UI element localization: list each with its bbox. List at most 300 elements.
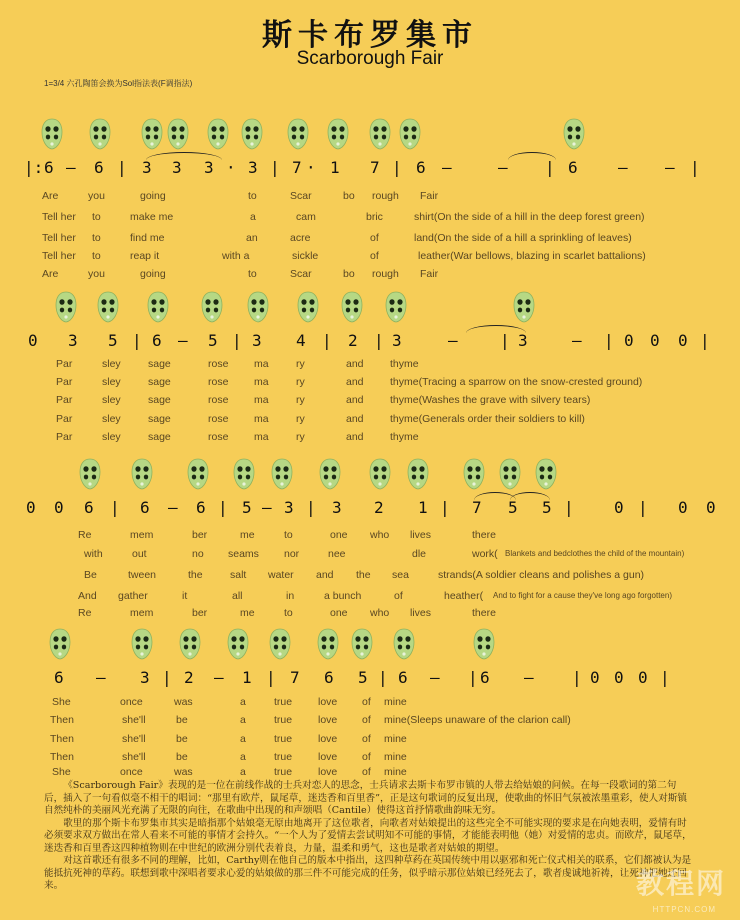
notation-line xyxy=(0,668,740,692)
lyric-word: and xyxy=(346,376,364,388)
lyric-translation: And to fight for a cause they've long ago forgotten) xyxy=(493,591,672,600)
ocarina-fingering-icon xyxy=(240,118,264,150)
notation-line xyxy=(0,498,740,522)
note: 0 xyxy=(28,331,38,350)
lyric-word: rose xyxy=(208,431,229,443)
ocarina-fingering-icon xyxy=(130,458,154,490)
ocarina-fingering-icon xyxy=(48,628,72,660)
lyric-word: Are xyxy=(42,268,59,280)
lyric-word: Tell her xyxy=(42,250,76,262)
lyric-word: Re xyxy=(78,607,92,619)
note: · xyxy=(306,158,316,177)
notation-line xyxy=(0,331,740,355)
ocarina-fingering-icon xyxy=(562,118,586,150)
lyric-word: rose xyxy=(208,394,229,406)
lyric-word: rose xyxy=(208,413,229,425)
lyric-word: love xyxy=(318,766,338,778)
lyric-word: of xyxy=(370,250,379,262)
ocarina-fingering-icon xyxy=(96,291,120,323)
lyric-word: ry xyxy=(296,413,305,425)
ocarina-fingering-icon xyxy=(246,291,270,323)
note: 3 xyxy=(248,158,258,177)
lyric-line xyxy=(0,358,740,372)
lyric-word: mine xyxy=(384,751,407,763)
note: 0 xyxy=(614,668,624,687)
bar-line: | xyxy=(162,668,172,687)
slur-mark xyxy=(510,492,550,500)
song-title-english: Scarborough Fair xyxy=(296,48,444,69)
lyric-word: mine(Sleeps unaware of the clarion call) xyxy=(384,714,571,726)
lyric-word: a xyxy=(250,211,256,223)
note: 6 xyxy=(416,158,426,177)
note: 5 xyxy=(242,498,252,517)
lyric-word: shirt(On the side of a hill in the deep forest green) xyxy=(414,211,645,223)
ocarina-fingering-icon xyxy=(226,628,250,660)
lyric-word: ry xyxy=(296,376,305,388)
lyric-word: and xyxy=(346,413,364,425)
note: 0 xyxy=(678,498,688,517)
ocarina-fingering-icon xyxy=(78,458,102,490)
notation-line xyxy=(0,158,740,182)
lyric-line xyxy=(0,766,740,780)
bar-line: | xyxy=(270,158,280,177)
lyric-word: Tell her xyxy=(42,232,76,244)
note: 2 xyxy=(184,668,194,687)
lyric-word: of xyxy=(394,590,403,602)
lyric-word: mine xyxy=(384,733,407,745)
lyric-word: no xyxy=(192,548,204,560)
bar-line: | xyxy=(378,668,388,687)
lyric-word: seams xyxy=(228,548,259,560)
lyric-word: ber xyxy=(192,529,208,541)
lyric-word: ma xyxy=(254,431,269,443)
description-paragraph: 对这首歌还有很多不同的理解，比如，Carthy则在他自己的版本中指出，这四种草药在英国传统中用以驱邪和死亡仪式相关的联系，它们都被认为是能抵抗死神的草药。联想到歌中深唱者要求心爱的姑娘做的那三件不可能完成的任务，似乎暗示那位姑娘已经死去了，歌者虔诚地祈祷，让死神把她还回来。 xyxy=(44,855,692,891)
lyric-line xyxy=(0,394,740,408)
lyric-word: of xyxy=(370,232,379,244)
lyric-word: once xyxy=(120,696,143,708)
lyric-word: to xyxy=(92,250,101,262)
note: 5 xyxy=(358,668,368,687)
note: 0 xyxy=(650,331,660,350)
lyric-word: rough xyxy=(372,190,399,202)
bar-line: | xyxy=(322,331,332,350)
lyric-word: thyme(Washes the grave with silvery tears) xyxy=(390,394,591,406)
lyric-word: the xyxy=(356,569,371,581)
lyric-word: true xyxy=(274,714,293,726)
ocarina-fingering-icon xyxy=(140,118,164,150)
bar-line: | xyxy=(545,158,555,177)
note: 6 xyxy=(140,498,150,517)
lyric-word: Scar xyxy=(290,190,312,202)
lyric-word: with xyxy=(84,548,103,560)
bar-line: | xyxy=(690,158,700,177)
lyric-line xyxy=(0,413,740,427)
lyric-word: be xyxy=(176,714,188,726)
note: 7 xyxy=(292,158,302,177)
lyric-word: of xyxy=(362,751,371,763)
lyric-word: She xyxy=(52,696,71,708)
lyric-word: rose xyxy=(208,358,229,370)
ocarina-fingering-icon xyxy=(40,118,64,150)
note: · xyxy=(226,158,236,177)
lyric-word: Par xyxy=(56,358,73,370)
bar-line: | xyxy=(132,331,142,350)
note: 6 xyxy=(324,668,334,687)
note: 3 xyxy=(172,158,182,177)
ocarina-fingering-icon xyxy=(368,458,392,490)
lyric-word: reap it xyxy=(130,250,160,262)
lyric-line xyxy=(0,569,740,583)
lyric-word: a xyxy=(240,733,246,745)
lyric-line xyxy=(0,696,740,710)
note: 6 xyxy=(44,158,54,177)
lyric-word: And xyxy=(78,590,97,602)
bar-line: | xyxy=(440,498,450,517)
lyric-word: love xyxy=(318,733,338,745)
lyric-line xyxy=(0,431,740,445)
ocarina-fingering-icon xyxy=(200,291,224,323)
description-paragraph: 《Scarborough Fair》表现的是一位在前线作战的士兵对恋人的思念，士兵请求去斯卡布罗市镇的人带去给姑娘的问候。在每一段歌词的第二句后，插入了一句看似毫不相干的唱词：“那里有欧芹，鼠尾草，迷迭香和百里香”，正是这句歌词的反复出现，使歌曲的怀旧气氛被浓墨重彩，使人对斯镇自然纯朴的美丽风光充满了无限的向往，在歌曲中出现的和声颂唱（Cantile）使得这首抒情歌曲韵味无穷。 xyxy=(44,780,687,816)
lyric-word: thyme xyxy=(390,358,419,370)
note: 5 xyxy=(508,498,518,517)
bar-line: | xyxy=(468,668,478,687)
lyric-word: to xyxy=(92,211,101,223)
note: — xyxy=(66,158,76,177)
lyric-word: all xyxy=(232,590,243,602)
lyric-word: bric xyxy=(366,211,383,223)
lyric-line xyxy=(0,211,740,225)
lyric-translation: Blankets and bedclothes the child of the mountain) xyxy=(505,549,685,558)
lyric-word: to xyxy=(248,190,257,202)
lyric-word: sley xyxy=(102,376,121,388)
lyric-word: thyme(Generals order their soldiers to kill) xyxy=(390,413,585,425)
note: 3 xyxy=(140,668,150,687)
lyric-word: true xyxy=(274,751,293,763)
note: 7 xyxy=(472,498,482,517)
bar-line: | xyxy=(218,498,228,517)
lyric-word: a bunch xyxy=(324,590,362,602)
note: 0 xyxy=(638,668,648,687)
lyric-word: Par xyxy=(56,413,73,425)
note: 6 xyxy=(152,331,162,350)
lyric-word: in xyxy=(286,590,295,602)
ocarina-fingering-icon xyxy=(166,118,190,150)
lyric-line xyxy=(0,548,740,562)
note: 0 xyxy=(26,498,36,517)
note: — xyxy=(448,331,458,350)
bar-line: | xyxy=(232,331,242,350)
lyric-word: ma xyxy=(254,413,269,425)
lyric-word: Fair xyxy=(420,190,439,202)
lyric-word: mine xyxy=(384,696,407,708)
lyric-word: love xyxy=(318,714,338,726)
note: — xyxy=(442,158,452,177)
lyric-word: nor xyxy=(284,548,300,560)
ocarina-fingering-icon xyxy=(462,458,486,490)
bar-line: | xyxy=(700,331,710,350)
bar-line: |: xyxy=(24,158,44,177)
lyric-word: she'll xyxy=(122,714,146,726)
ocarina-fingering-icon xyxy=(54,291,78,323)
lyric-word: acre xyxy=(290,232,311,244)
note: — xyxy=(524,668,534,687)
lyric-word: you xyxy=(88,190,105,202)
lyric-word: to xyxy=(92,232,101,244)
note: 6 xyxy=(398,668,408,687)
lyric-word: ber xyxy=(192,607,208,619)
lyric-word: she'll xyxy=(122,751,146,763)
note: 3 xyxy=(284,498,294,517)
lyric-word: Par xyxy=(56,394,73,406)
lyric-word: mem xyxy=(130,529,154,541)
lyric-word: Then xyxy=(50,714,74,726)
lyric-word: me xyxy=(240,607,255,619)
lyric-word: an xyxy=(246,232,258,244)
lyric-word: sage xyxy=(148,394,171,406)
lyric-word: gather xyxy=(118,590,148,602)
lyric-line xyxy=(0,733,740,747)
lyric-word: leather(War bellows, blazing in scarlet battalions) xyxy=(418,250,646,262)
ocarina-fingering-icon xyxy=(384,291,408,323)
lyric-word: thyme(Tracing a sparrow on the snow-crested ground) xyxy=(390,376,643,388)
slur-mark xyxy=(508,152,556,160)
note: 5 xyxy=(108,331,118,350)
lyric-word: make me xyxy=(130,211,174,223)
bar-line: | xyxy=(117,158,127,177)
note: 6 xyxy=(480,668,490,687)
ocarina-fingering-icon xyxy=(286,118,310,150)
ocarina-fingering-icon xyxy=(88,118,112,150)
lyric-word: was xyxy=(174,696,193,708)
lyric-word: be xyxy=(176,751,188,763)
lyric-word: once xyxy=(120,766,143,778)
note: 3 xyxy=(142,158,152,177)
lyric-word: Then xyxy=(50,751,74,763)
lyric-word: going xyxy=(140,268,166,280)
watermark-logo: 教程网 xyxy=(635,867,726,900)
lyric-word: water xyxy=(268,569,294,581)
ocarina-fingering-icon xyxy=(392,628,416,660)
bar-line: | xyxy=(604,331,614,350)
lyric-word: sea xyxy=(392,569,409,581)
ocarina-fingering-icon xyxy=(268,628,292,660)
lyric-word: sley xyxy=(102,358,121,370)
lyric-word: of xyxy=(362,766,371,778)
lyric-word: a xyxy=(240,766,246,778)
ocarina-fingering-icon xyxy=(296,291,320,323)
bar-line: | xyxy=(266,668,276,687)
note: — xyxy=(96,668,106,687)
lyric-word: ry xyxy=(296,358,305,370)
lyric-word: ry xyxy=(296,431,305,443)
lyric-word: nee xyxy=(328,548,346,560)
lyric-line xyxy=(0,529,740,543)
lyric-word: bo xyxy=(343,190,355,202)
lyric-word: rose xyxy=(208,376,229,388)
lyric-word: she'll xyxy=(122,733,146,745)
note: 0 xyxy=(678,331,688,350)
bar-line: | xyxy=(374,331,384,350)
slur-mark xyxy=(466,325,526,333)
bar-line: | xyxy=(564,498,574,517)
ocarina-fingering-icon xyxy=(326,118,350,150)
ocarina-fingering-icon xyxy=(232,458,256,490)
note: — xyxy=(168,498,178,517)
lyric-word: the xyxy=(188,569,203,581)
lyric-line xyxy=(0,590,740,604)
note: 2 xyxy=(374,498,384,517)
lyric-word: Tell her xyxy=(42,211,76,223)
lyric-word: Fair xyxy=(420,268,439,280)
lyric-word: bo xyxy=(343,268,355,280)
lyric-word: sage xyxy=(148,413,171,425)
bar-line: | xyxy=(572,668,582,687)
note: 3 xyxy=(392,331,402,350)
ocarina-fingering-icon xyxy=(472,628,496,660)
lyric-word: tween xyxy=(128,569,157,581)
note: 4 xyxy=(296,331,306,350)
note: 6 xyxy=(94,158,104,177)
ocarina-fingering-icon xyxy=(398,118,422,150)
lyric-word: land(On the side of a hill a sprinkling of leaves) xyxy=(414,232,632,244)
lyric-word: out xyxy=(132,548,147,560)
ocarina-fingering-icon xyxy=(368,118,392,150)
lyric-word: love xyxy=(318,751,338,763)
note: 3 xyxy=(518,331,528,350)
lyric-word: Then xyxy=(50,733,74,745)
lyric-word: mine xyxy=(384,766,407,778)
ocarina-fingering-icon xyxy=(316,628,340,660)
bar-line: | xyxy=(500,331,510,350)
note: — xyxy=(665,158,675,177)
lyric-word: love xyxy=(318,696,338,708)
lyric-word: of xyxy=(362,733,371,745)
note: — xyxy=(618,158,628,177)
lyric-word: true xyxy=(274,733,293,745)
lyric-word: of xyxy=(362,714,371,726)
lyric-word: true xyxy=(274,696,293,708)
ocarina-fingering-icon xyxy=(206,118,230,150)
note: 0 xyxy=(614,498,624,517)
lyric-line xyxy=(0,250,740,264)
lyric-word: with a xyxy=(222,250,250,262)
lyric-word: Are xyxy=(42,190,59,202)
lyric-word: to xyxy=(248,268,257,280)
lyric-word: true xyxy=(274,766,293,778)
bar-line: | xyxy=(110,498,120,517)
note: 7 xyxy=(370,158,380,177)
note: 0 xyxy=(706,498,716,517)
note: 1 xyxy=(418,498,428,517)
lyric-word: you xyxy=(88,268,105,280)
lyric-word: salt xyxy=(230,569,247,581)
note: — xyxy=(262,498,272,517)
lyric-word: Be xyxy=(84,569,97,581)
ocarina-fingering-icon xyxy=(512,291,536,323)
lyric-word: sley xyxy=(102,431,121,443)
bar-line: | xyxy=(660,668,670,687)
lyric-word: ma xyxy=(254,358,269,370)
lyric-word: a xyxy=(240,751,246,763)
lyric-word: sley xyxy=(102,394,121,406)
ocarina-fingering-icon xyxy=(340,291,364,323)
lyric-word: a xyxy=(240,696,246,708)
lyric-word: lives xyxy=(410,529,432,541)
lyric-word: Scar xyxy=(290,268,312,280)
note: — xyxy=(498,158,508,177)
ocarina-fingering-icon xyxy=(534,458,558,490)
note: 6 xyxy=(568,158,578,177)
lyric-word: and xyxy=(346,358,364,370)
lyric-word: was xyxy=(174,766,193,778)
lyric-word: there xyxy=(472,607,496,619)
lyric-word: and xyxy=(316,569,334,581)
lyric-word: of xyxy=(362,696,371,708)
note: 3 xyxy=(68,331,78,350)
lyric-word: there xyxy=(472,529,496,541)
ocarina-fingering-icon xyxy=(270,458,294,490)
lyric-word: dle xyxy=(412,548,427,560)
key-signature-note: 1=3/4 六孔陶笛会换为Sol指法表(F调指法) xyxy=(44,79,193,88)
slur-mark xyxy=(146,152,222,160)
lyric-word: work( xyxy=(472,548,498,560)
lyric-line xyxy=(0,376,740,390)
note: 2 xyxy=(348,331,358,350)
lyric-line xyxy=(0,714,740,728)
bar-line: | xyxy=(306,498,316,517)
ocarina-fingering-icon xyxy=(130,628,154,660)
lyric-word: sage xyxy=(148,431,171,443)
lyric-word: and xyxy=(346,431,364,443)
note: 0 xyxy=(54,498,64,517)
lyric-word: be xyxy=(176,733,188,745)
lyric-word: it xyxy=(182,590,188,602)
note: — xyxy=(572,331,582,350)
lyric-word: who xyxy=(370,607,390,619)
lyric-line xyxy=(0,190,740,204)
lyric-word: and xyxy=(346,394,364,406)
note: 0 xyxy=(590,668,600,687)
lyric-word: rough xyxy=(372,268,399,280)
note: — xyxy=(178,331,188,350)
ocarina-fingering-icon xyxy=(406,458,430,490)
note: 3 xyxy=(332,498,342,517)
ocarina-fingering-icon xyxy=(178,628,202,660)
note: — xyxy=(214,668,224,687)
bar-line: | xyxy=(392,158,402,177)
lyric-word: to xyxy=(284,607,293,619)
lyric-word: who xyxy=(370,529,390,541)
lyric-word: Re xyxy=(78,529,92,541)
lyric-line xyxy=(0,268,740,282)
ocarina-fingering-icon xyxy=(498,458,522,490)
bar-line: | xyxy=(638,498,648,517)
note: 6 xyxy=(196,498,206,517)
lyric-line xyxy=(0,232,740,246)
watermark-url: HTTPCN.COM xyxy=(652,905,716,914)
lyric-word: ma xyxy=(254,394,269,406)
lyric-word: heather( xyxy=(444,590,484,602)
lyric-word: sley xyxy=(102,413,121,425)
note: 3 xyxy=(252,331,262,350)
note: 7 xyxy=(290,668,300,687)
lyric-word: strands(A soldier cleans and polishes a gun) xyxy=(438,569,645,581)
ocarina-fingering-icon xyxy=(186,458,210,490)
lyric-word: going xyxy=(140,190,166,202)
lyric-word: find me xyxy=(130,232,165,244)
lyric-line xyxy=(0,751,740,765)
song-description xyxy=(44,780,694,893)
